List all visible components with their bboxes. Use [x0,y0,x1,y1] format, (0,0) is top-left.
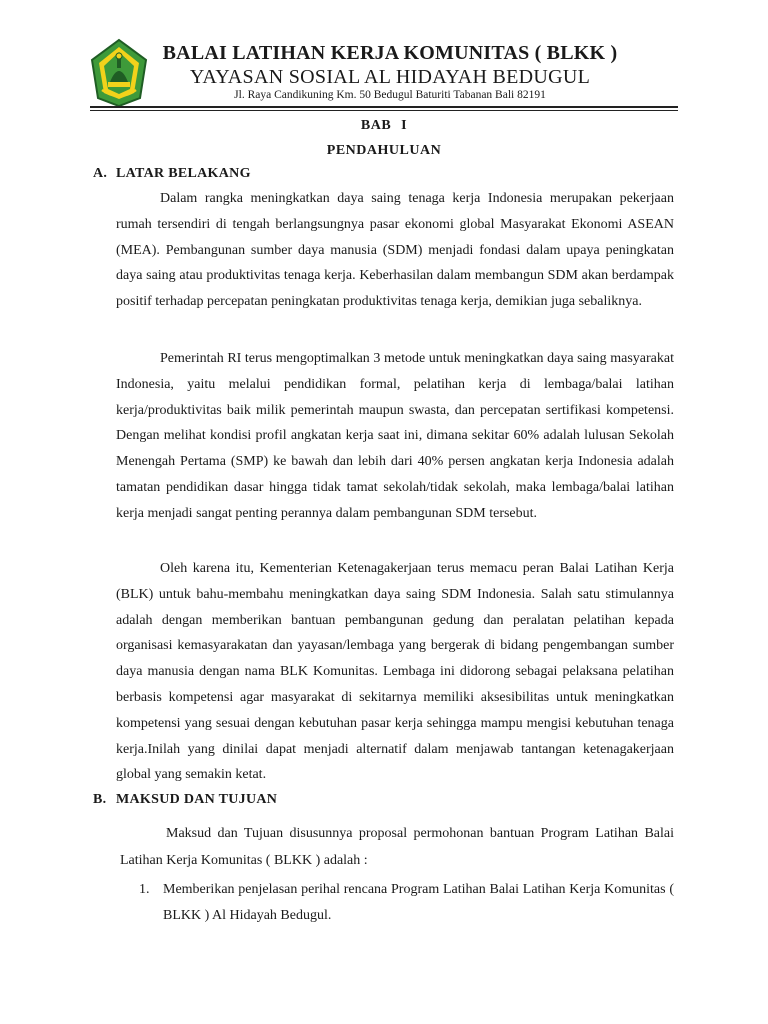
list-item [139,877,674,929]
organization-name: BALAI LATIHAN KERJA KOMUNITAS ( BLKK ) [162,42,618,64]
section-title: MAKSUD DAN TUJUAN [116,792,278,807]
paragraph: Dalam rangka meningkatkan daya saing tenaga kerja Indonesia merupakan pekerjaan rumah tersendiri di tengah berlangsungnya pasar ekonomi global Masyarakat Ekonomi ASEAN (MEA). Pembangunan sumber daya manusia (SDM) menjadi fondasi dalam upaya peningkatan daya saing atau produktivitas tenaga kerja. Keberhasilan dalam membangun SDM akan berdampak positif terhadap percepatan peningkatan produktivitas tenaga kerja, demikian juga sebaliknya. [116,191,674,310]
chapter-title: PENDAHULUAN [326,143,442,158]
foundation-name: YAYASAN SOSIAL AL HIDAYAH BEDUGUL [189,66,591,88]
section-heading-maksud-dan-tujuan [93,792,277,808]
section-number: B. [93,792,107,807]
organization-address: Jl. Raya Candikuning Km. 50 Bedugul Baturiti Tabanan Bali 82191 [234,89,546,101]
list-item-text: Memberikan penjelasan perihal rencana Program Latihan Balai Latihan Kerja Komunitas ( BLKK ) Al Hidayah Bedugul. [163,882,674,923]
section-heading-latar-belakang [93,166,251,182]
paragraph: Oleh karena itu, Kementerian Ketenagakerjaan terus memacu peran Balai Latihan Kerja (BLK) untuk bahu-membahu meningkatkan daya saing SDM Indonesia. Salah satu stimulannya adalah dengan memberikan bantuan pembangunan gedung dan peralatan pelatihan kepada organisasi kemasyarakatan dan yayasan/lembaga yang bergerak di bidang pengembangan sumber daya manusia dengan nama BLK Komunitas. Lembaga ini didorong sebagai pelaksana pelatihan berbasis kompetensi agar masyarakat di sekitarnya memiliki aksesibilitas untuk meningkatkan kompetensi yang sesuai dengan kebutuhan pasar kerja sehingga mampu mengisi kebutuhan tenaga kerja.Inilah yang dinilai dapat menjadi alternatif dalam menjawab tantangan ketenagakerjaan global yang semakin ketat. [116,561,674,783]
list-item-number: 1. [139,882,150,897]
letterhead-rule-thin [90,110,678,111]
paragraph: Pemerintah RI terus mengoptimalkan 3 metode untuk meningkatkan daya saing masyarakat Indonesia, yaitu melalui pendidikan formal, pelatihan kerja di lembaga/balai latihan kerja/produktivitas baik milik pemerintah maupun swasta, dan percepatan sertifikasi kompetensi. Dengan melihat kondisi profil angkatan kerja saat ini, dimana sekitar 60% adalah lulusan Sekolah Menengah Pertama (SMP) ke bawah dan lebih dari 40% persen angkatan kerja Indonesia adalah tamatan pendidikan dasar hingga tidak tamat sekolah/tidak sekolah, maka lembaga/balai latihan kerja menjadi sangat penting perannya dalam pembangunan SDM tersebut. [116,351,674,521]
letterhead [0,0,768,108]
organization-logo-icon [88,38,150,108]
section-intro: Maksud dan Tujuan disusunnya proposal permohonan bantuan Program Latihan Balai Latihan Kerja Komunitas ( BLKK ) adalah : [120,826,674,868]
section-title: LATAR BELAKANG [116,166,251,181]
chapter-number: BAB I [360,118,408,133]
section-number: A. [93,166,108,181]
letterhead-rule-thick [90,106,678,108]
